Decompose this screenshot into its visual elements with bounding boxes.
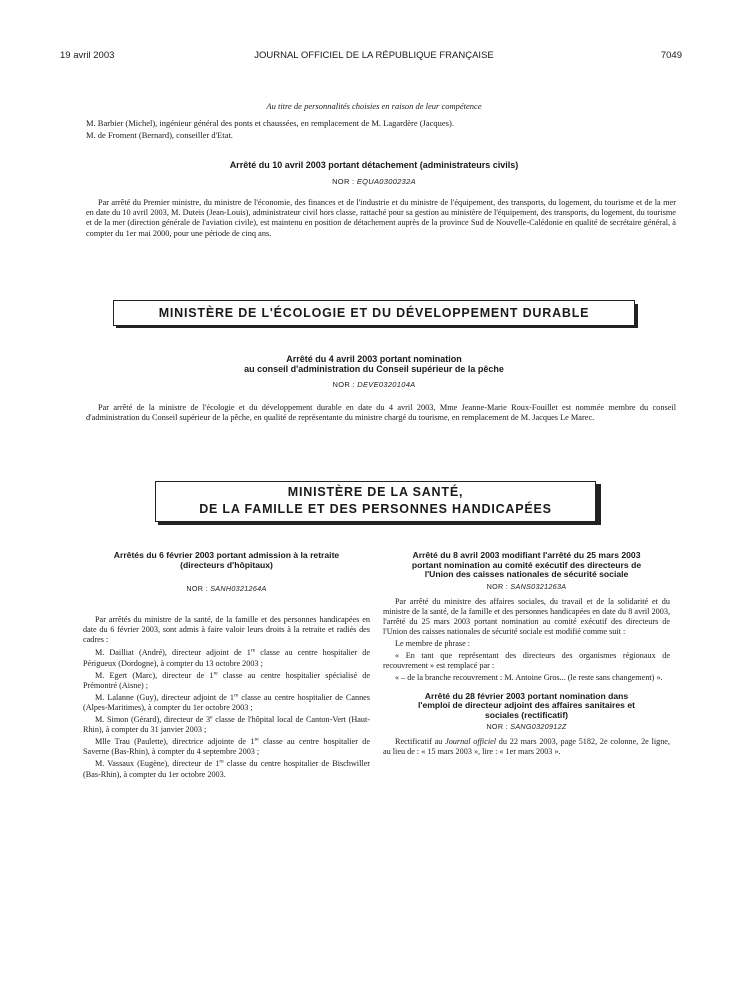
body-pre: Rectificatif au: [395, 737, 446, 747]
nor-code: SANS0321263A: [510, 581, 567, 591]
ministry-sante-label-line2: DE LA FAMILLE ET DES PERSONNES HANDICAPÉES: [199, 502, 552, 516]
arrete-ucanss-title-line2: portant nomination au comité exécutif des directeurs de: [411, 559, 642, 570]
item-text-post: classe au centre hospitalier de Cannes (Alpes-Maritimes), à compter du 1er octobre 2003 ;: [83, 692, 370, 712]
nor-label: NOR :: [186, 584, 208, 594]
item-ordinal-suffix: re: [213, 669, 218, 676]
arrete-ucanss-membre: Le membre de phrase :: [395, 639, 471, 649]
arrete-peche-nor: [0, 380, 748, 389]
arrete-detachement-body: [86, 198, 676, 239]
arrete-rectificatif-nor: [383, 722, 670, 731]
arretes-retraite-title-line2: (directeurs d'hôpitaux): [180, 559, 273, 570]
item-text-pre: M. Lalanne (Guy), directeur adjoint de 1: [95, 692, 234, 702]
item-text-post: classe au centre hospitalier de Périgueux (Dordogne), à compter du 13 octobre 2003 ;: [83, 648, 370, 668]
item-ordinal-suffix: re: [250, 647, 256, 654]
arrete-ucanss-quote1: « En tant que représentant des directeurs des organismes régionaux de recouvrement » est remplacé par :: [383, 651, 670, 671]
personality-line-2: M. de Froment (Bernard), conseiller d'Etat.: [86, 130, 233, 140]
item-text-post: classe au centre hospitalier spécialisé de Prémontré (Aisne) ;: [83, 670, 371, 690]
arrete-ucanss-quote2: « – de la branche recouvrement : M. Antoine Gros... (le reste sans changement) ».: [395, 673, 663, 683]
header-page-number: 7049: [660, 50, 682, 61]
item-ordinal-suffix: e: [210, 714, 213, 721]
item-text-pre: M. Dailliat (André), directeur adjoint de 1: [95, 648, 251, 658]
ministry-ecologie-box: [113, 300, 635, 326]
nor-label: NOR :: [332, 177, 355, 186]
arrete-detachement-nor: [0, 177, 748, 186]
nor-code: SANH0321264A: [210, 584, 267, 594]
item-text-pre: M. Vassaux (Eugène), directeur de 1: [95, 759, 220, 769]
nor-code: EQUA0300232A: [356, 177, 416, 186]
body-ordinal: 1er: [125, 228, 137, 238]
arrete-detachement-title: Arrêté du 10 avril 2003 portant détachement (administrateurs civils): [229, 160, 519, 170]
arrete-ucanss-title-line3: l'Union des caisses nationales de sécurité sociale: [424, 569, 629, 580]
arrete-rectificatif-body: [383, 737, 670, 757]
arretes-retraite-title-line1: Arrêtés du 6 février 2003 portant admission à la retraite: [113, 550, 340, 560]
item-ordinal-suffix: re: [254, 736, 259, 743]
arretes-retraite-intro: Par arrêtés du ministre de la santé, de la famille et des personnes handicapées en date du 6 février 2003, sont admis à faire valoir leurs droits à la retraite et radiés des cadres :: [83, 615, 370, 645]
nor-code: DEVE0320104A: [357, 380, 416, 389]
nor-code: SANG0320912Z: [510, 722, 567, 732]
header-date: 19 avril 2003: [60, 50, 115, 61]
body-text: Par arrêté de la ministre de l'écologie et du développement durable en date du 4 avril 2003, Mme Jeanne-Marie Roux-Fouillet est nommée membre du conseil d'administration du Conseil supérieur de la pêche, en qualité de représentante du ministre chargé du tourisme, en remplacement de M. Jacques Le Marec.: [86, 403, 676, 423]
header-journal-title: JOURNAL OFFICIEL DE LA RÉPUBLIQUE FRANÇAISE: [254, 50, 494, 61]
arrete-ucanss-body: Par arrêté du ministre des affaires sociales, du travail et de la solidarité et du ministre de la santé, de la famille et des personnes handicapées en date du 8 avril 2003, l'arrêté du 25 mars 2003 portant nomination au comité exécutif des directeurs de l'Union des caisses nationales de sécurité sociale est modifié comme suit :: [383, 596, 670, 637]
personalities-heading: Au titre de personnalités choisies en raison de leur compétence: [266, 101, 482, 111]
personality-line-1: M. Barbier (Michel), ingénieur général des ponts et chaussées, en remplacement de M. Lagardère (Jacques).: [86, 118, 454, 128]
arrete-rectificatif-title-line3: sociales (rectificatif): [484, 709, 569, 720]
arrete-peche-body: [86, 403, 676, 423]
nor-label: NOR :: [486, 581, 509, 591]
item-text-post: classe du centre hospitalier de Bischwiller (Bas-Rhin), à compter du 1er octobre 2003.: [83, 759, 370, 779]
arrete-peche-title-line1: Arrêté du 4 avril 2003 portant nomination: [286, 354, 462, 364]
right-column: [383, 551, 670, 758]
left-column: [83, 551, 370, 782]
arrete-rectificatif-title-line2: l'emploi de directeur adjoint des affaires sanitaires et: [418, 700, 635, 711]
ministry-sante-label-line1: MINISTÈRE DE LA SANTÉ,: [287, 485, 464, 499]
item-ordinal-suffix: re: [219, 758, 224, 765]
retraite-list-item: [83, 693, 370, 713]
nor-label: NOR :: [332, 380, 355, 389]
retraite-list-item: [83, 648, 370, 668]
body-end: mai 2000, pour une période de cinq ans.: [136, 228, 272, 238]
item-text-pre: M. Simon (Gérard), directeur de 3: [95, 715, 211, 725]
body-post: du 22 mars 2003, page 5182, 2e colonne, 2e ligne, au lieu de : « 15 mars 2003 », lire : « 1er mars 2003 ».: [383, 737, 670, 757]
nor-label: NOR :: [486, 722, 508, 732]
arretes-retraite-list: [83, 648, 370, 779]
arrete-peche-title-line2: au conseil d'administration du Conseil supérieur de la pêche: [244, 364, 504, 374]
body-text: Par arrêté du Premier ministre, du ministre de l'économie, des finances et de l'industrie et du ministre de l'équipement, des transports, du logement, du tourisme et de la mer en date du 10 avril 2003, M. Duteis (Jean-Louis), administrateur civil hors classe, rattaché pour sa gestion au ministère de l'équipement, des transports, du logement, du tourisme et de la mer (direction générale de l'aviation civile), est maintenu en position de détachement auprès de la province Sud de Nouvelle-Calédonie en qualité de secrétaire général, à compter du: [86, 198, 676, 238]
body-italic: Journal officiel: [445, 737, 497, 747]
arrete-ucanss-title-line1: Arrêté du 8 avril 2003 modifiant l'arrêté du 25 mars 2003: [412, 550, 641, 560]
retraite-list-item: [83, 759, 370, 779]
ministry-sante-box: [155, 481, 596, 522]
retraite-list-item: [83, 715, 370, 735]
item-text-post: classe au centre hospitalier de Saverne (Bas-Rhin), à compter du 4 septembre 2003 ;: [83, 737, 370, 757]
ministry-ecologie-label: MINISTÈRE DE L'ÉCOLOGIE ET DU DÉVELOPPEMENT DURABLE: [158, 306, 590, 320]
item-text-post: classe de l'hôpital local de Canton-Vert (Haut-Rhin), à compter du 31 janvier 2003 ;: [83, 715, 370, 735]
retraite-list-item: [83, 671, 370, 691]
item-text-pre: M. Egert (Marc), directeur de 1: [95, 670, 214, 680]
arretes-retraite-nor: [83, 584, 370, 593]
arrete-ucanss-nor: [383, 582, 670, 591]
item-ordinal-suffix: re: [234, 692, 239, 699]
item-text-pre: Mlle Trau (Paulette), directrice adjointe de 1: [95, 737, 255, 747]
retraite-list-item: [83, 737, 370, 757]
arrete-rectificatif-title-line1: Arrêté du 28 février 2003 portant nomination dans: [424, 690, 629, 701]
